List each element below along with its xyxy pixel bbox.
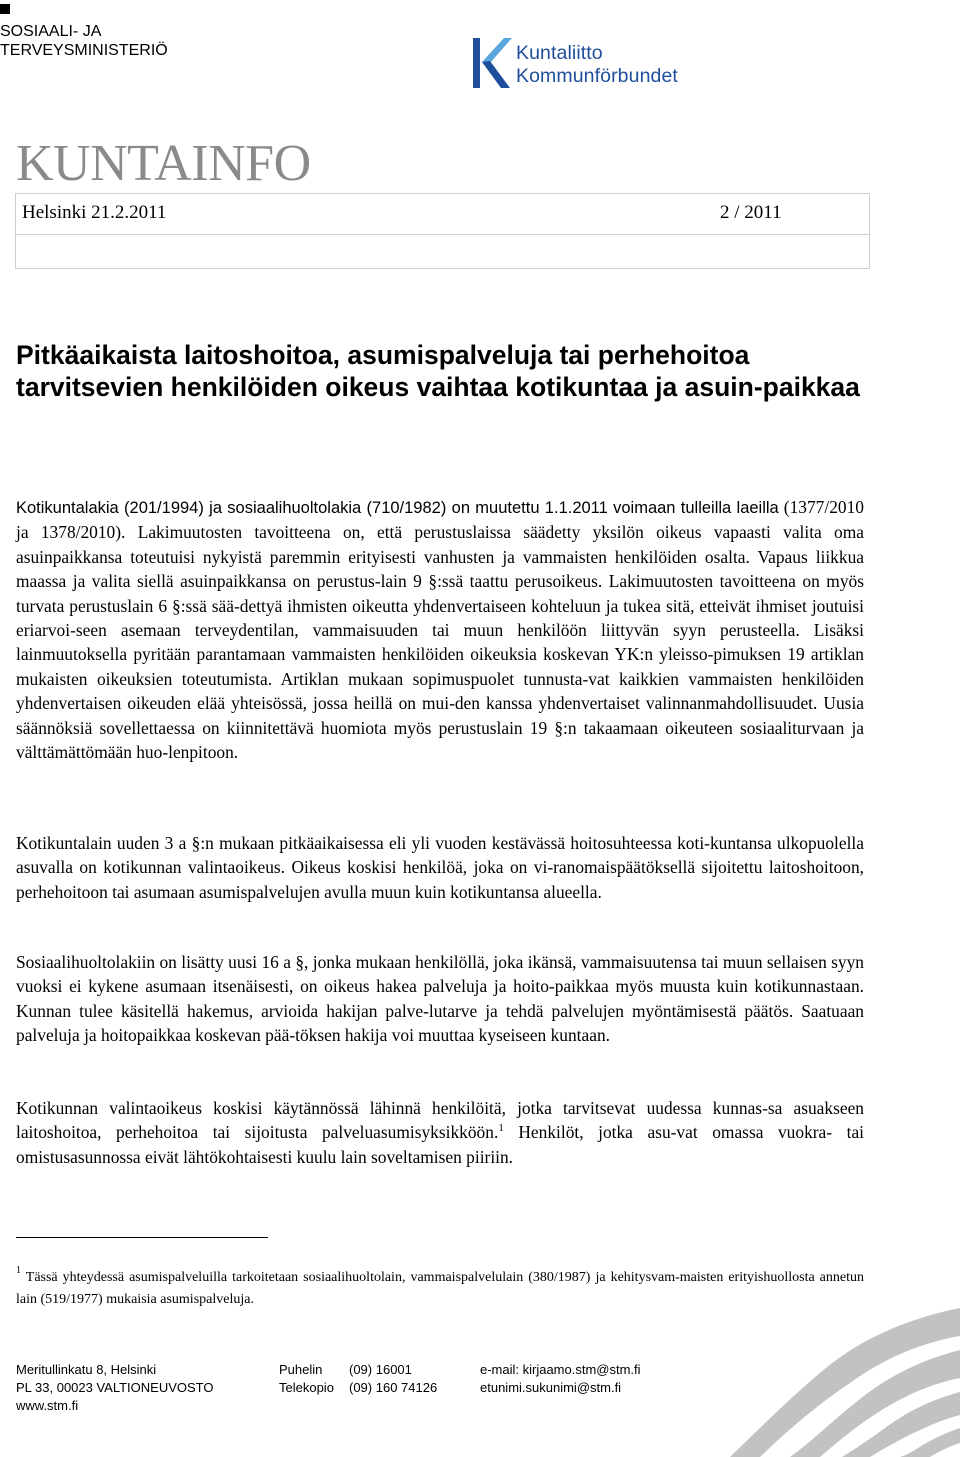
issue-number: 2 / 2011	[720, 202, 782, 223]
logo-line-1: Kuntaliitto	[516, 42, 603, 64]
paragraph-4-part-a: Kotikunnan valintaoikeus koskisi käytännössä lähinnä henkilöitä, jotka tarvitsevat uudessa kunnas-sa asuakseen laitoshoitoa, perhehoitoa tai sijoitusta palveluasumisyksikköön.	[16, 1098, 864, 1143]
ministry-line-1: SOSIAALI- JA	[0, 23, 102, 40]
document-date: Helsinki 21.2.2011	[22, 202, 167, 223]
body-paragraph-4	[16, 1096, 864, 1169]
article-headline: Pitkäaikaista laitoshoitoa, asumispalveluja tai perhehoitoa tarvitsevien henkilöiden oikeus vaihtaa kotikuntaa ja asuin-paikkaa	[16, 340, 860, 402]
box-divider	[16, 234, 869, 235]
kuntaliitto-logo	[470, 34, 710, 94]
footer-phone-label: Puhelin	[279, 1362, 323, 1377]
footer-contact-labels	[279, 1361, 334, 1397]
footer-address-line-1: Meritullinkatu 8, Helsinki	[16, 1362, 157, 1377]
kuntaliitto-k-icon	[470, 34, 512, 92]
body-paragraph-2: Kotikuntalain uuden 3 a §:n mukaan pitkäaikaisessa eli yli vuoden kestävässä hoitosuhteessa koti-kuntansa ulkopuolella asuvalla on kotikunnan valintaoikeus. Oikeus koskisi henkilöä, joka on vi-ranomaispäätöksellä sijoitettu laitoshoitoon, perhehoitoon tai asumaan asumispalvelujen avulla muun kuin kotikuntansa alueella.	[16, 833, 864, 902]
body-paragraph-1	[16, 495, 864, 764]
footer-fax-value: (09) 160 74126	[349, 1380, 438, 1395]
footer-website-link[interactable]: www.stm.fi	[16, 1398, 79, 1413]
footer-phone-value: (09) 16001	[349, 1362, 412, 1377]
footnote-marker: 1	[16, 1265, 21, 1277]
footer-address-line-2: PL 33, 00023 VALTIONEUVOSTO	[16, 1380, 214, 1395]
paragraph-1-intro: Kotikuntalakia (201/1994) ja sosiaalihuoltolakia (710/1982) on muutettu 1.1.2011 voimaan tulleilla laeilla	[16, 499, 779, 517]
footnote-text: Tässä yhteydessä asumispalveluilla tarkoitetaan sosiaalihuoltolain, vammaispalvelulain (380/1987) ja kehitysvam-maisten erityishuollosta annetun lain (519/1977) mukaisia asumispalveluja.	[16, 1270, 864, 1307]
paragraph-4-part-b: Henkilöt, jotka asu-vat omassa vuokra- tai omistusasunnossa eivät lähtökohtaisesti kuulu lain soveltamisen piiriin.	[16, 1122, 865, 1167]
footer-email-pattern: etunimi.sukunimi@stm.fi	[480, 1380, 622, 1395]
footer-email-registry[interactable]: e-mail: kirjaamo.stm@stm.fi	[480, 1362, 641, 1377]
footer-address	[16, 1361, 214, 1415]
corner-square-mark	[0, 4, 10, 14]
document-title: KUNTAINFO	[16, 135, 311, 192]
ministry-line-2: TERVEYSMINISTERIÖ	[0, 42, 168, 59]
ministry-name	[0, 22, 168, 60]
body-paragraph-3: Sosiaalihuoltolakiin on lisätty uusi 16 a §, jonka mukaan henkilöllä, joka ikänsä, vammaisuutensa tai muun sellaisen syyn vuoksi ei kykene asumaan itsenäisesti, on oikeus hakea palveluja ja hoito-paikkaa myös muusta kuin kotikunnastaan. Kunnan tulee käsitellä hakemus, arvioida hakijan palve-lutarve ja tehdä palvelujen myöntämisestä päätös. Saatuaan palveluja ja hoitopaikkaa koskevan pää-töksen hakija voi muuttaa kyseiseen kuntaan.	[16, 952, 864, 1046]
footer-contact-values	[349, 1361, 437, 1397]
footnote-reference[interactable]: 1	[498, 1121, 504, 1134]
footer-emails	[480, 1361, 641, 1397]
ministry-wave-emblem-icon	[690, 1298, 960, 1457]
footer-fax-label: Telekopio	[279, 1380, 334, 1395]
logo-line-2: Kommunförbundet	[516, 65, 678, 87]
footnote-separator	[16, 1237, 268, 1238]
paragraph-1-rest: (1377/2010 ja 1378/2010). Lakimuutosten tavoitteena on, että perustuslaissa säädetty yksilön oikeus vapaasti valita oma asuinpaikkansa toteutuisi nykyistä paremmin erityisesti vanhusten ja vammaisten henkilöiden osalta. Vapaus liikkua maassa ja valita siellä asuinpaikkansa on perustus-lain 9 §:ssä taattu perusoikeus. Lakimuutosten tavoitteena on myös turvata perustuslain 6 §:ssä sää-dettyä ihmisten oikeutta yhdenvertaiseen kohteluun ja tukea sitä, etteivät ihmiset joutuisi eriarvoi-seen asemaan terveydentilan, vammaisuuden tai muun henkilöön liittyvän syyn perusteella. Lisäksi lainmuutoksella pyritään parantamaan vammaisten henkilöiden oikeuksia koskevan YK:n yleisso-pimuksen 19 artiklan mukaisten oikeuksien toteutumista. Artiklan mukaan sopimuspuolet tunnusta-vat kaikkien vammaisten henkilöiden yhdenvertaisen oikeuden elää yhteisössä, jossa heillä on mui-den kanssa yhdenvertaiset valinnanmahdollisuudet. Uusia säännöksiä sovellettaessa on kiinnitettävä huomiota myös perustuslain 19 §:n takaamaan oikeuteen sosiaaliturvaan ja välttämättömään huo-lenpitoon.	[16, 497, 864, 763]
